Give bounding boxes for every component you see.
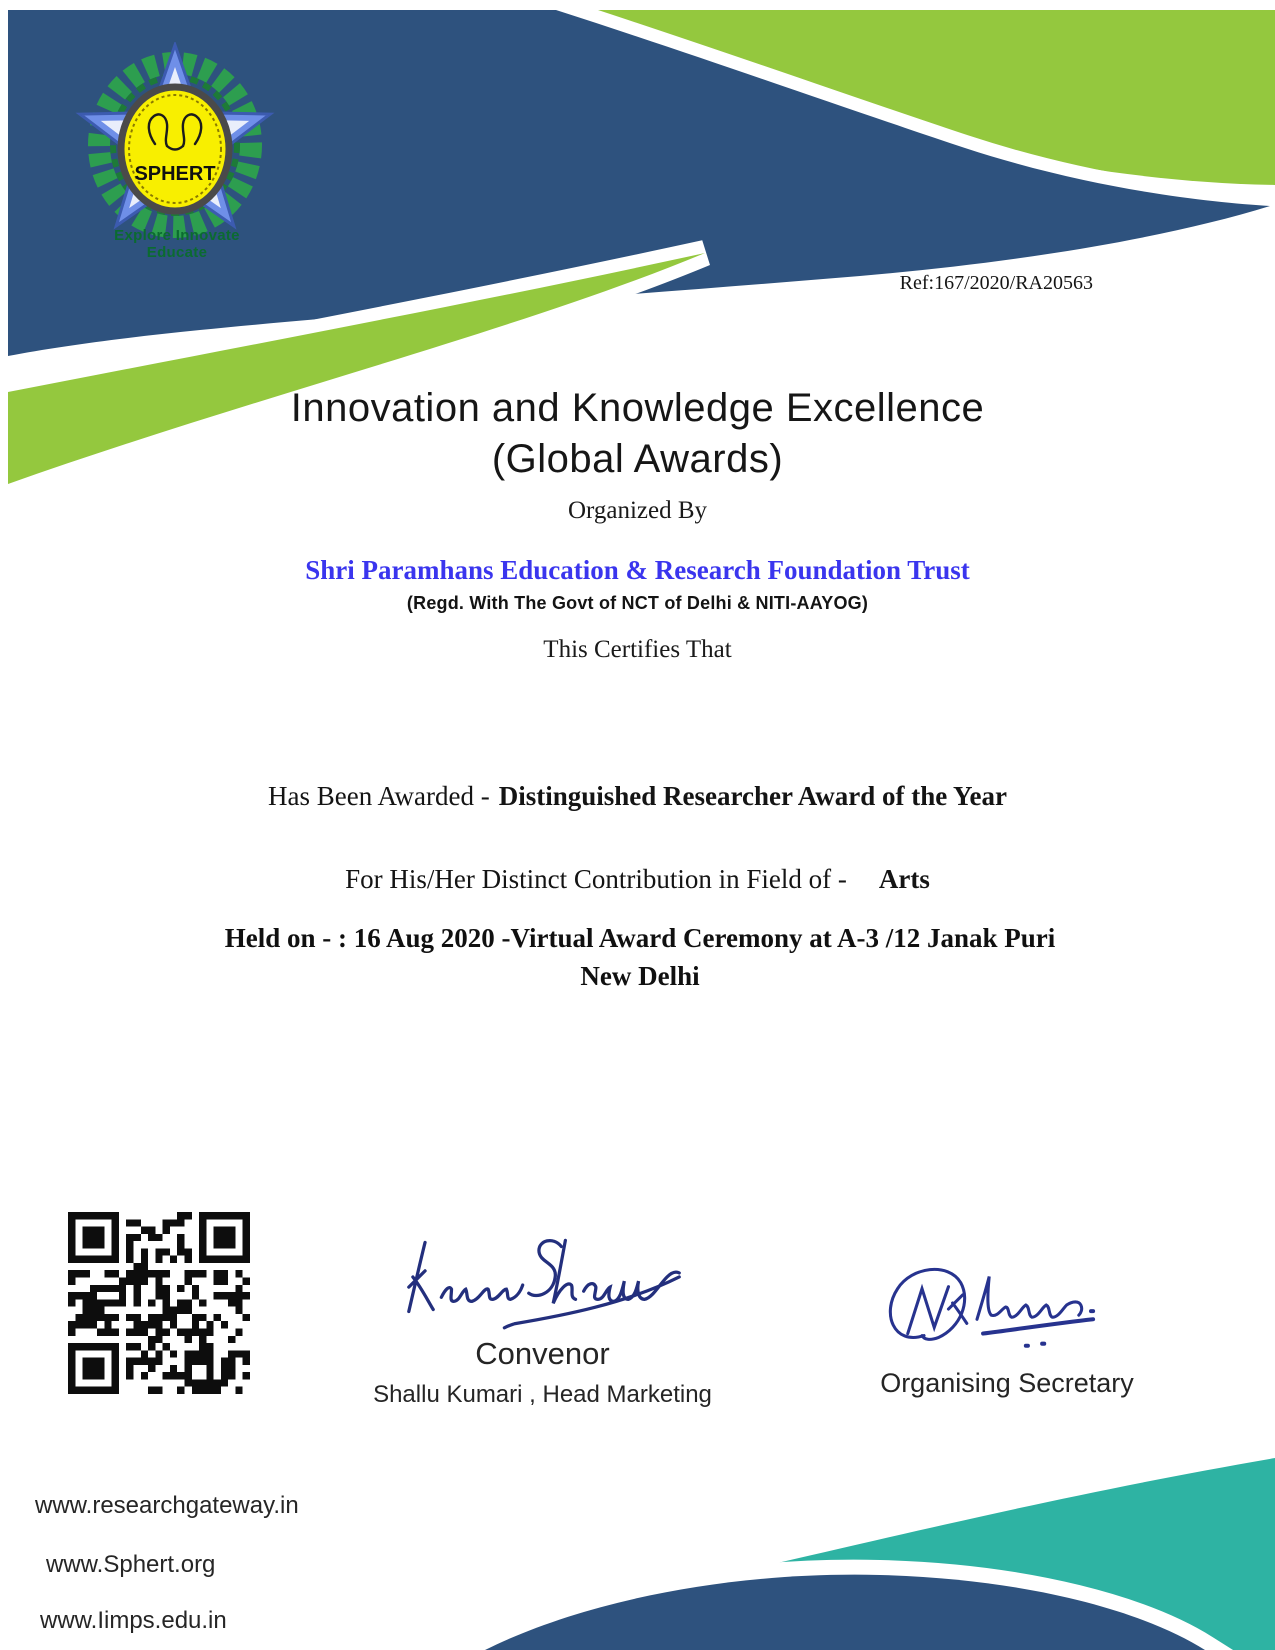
logo-tagline: Explore Innovate Educate [114, 227, 240, 261]
organized-by-label: Organized By [567, 497, 708, 524]
website-researchgateway: www.researchgateway.in [35, 1492, 299, 1519]
medal-icon [121, 87, 229, 211]
footer-decoration [0, 1440, 1275, 1650]
sphert-logo [70, 42, 280, 242]
field-value: Arts [878, 864, 930, 894]
website-iimps: www.Iimps.edu.in [40, 1607, 227, 1634]
convenor-name: Shallu Kumari , Head Marketing [373, 1381, 712, 1408]
secretary-title: Organising Secretary [880, 1368, 1134, 1398]
convenor-block [365, 1336, 720, 1409]
award-prefix: Has Been Awarded - [268, 781, 490, 811]
convenor-title: Convenor [475, 1336, 610, 1371]
award-title: Distinguished Researcher Award of the Year [498, 781, 1007, 811]
award-line [0, 781, 1275, 812]
ref-number: Ref:167/2020/RA20563 [899, 272, 1093, 294]
qr-code [68, 1212, 250, 1394]
title-line-1: Innovation and Knowledge Excellence [290, 386, 985, 430]
certifies-label: This Certifies That [543, 636, 732, 663]
title-line-2: (Global Awards) [491, 437, 784, 482]
organization-name: Shri Paramhans Education & Research Foundation Trust [305, 555, 970, 585]
field-line [0, 864, 1275, 895]
signature-convenor-image [388, 1218, 698, 1340]
website-sphert: www.Sphert.org [46, 1551, 216, 1578]
certificate-title [0, 383, 1275, 485]
field-prefix: For His/Her Distinct Contribution in Field of - [345, 864, 847, 894]
logo-acronym: SPHERT [134, 163, 216, 185]
signature-secretary-image [858, 1248, 1153, 1360]
held-on-line: Held on - : 16 Aug 2020 -Virtual Award Ceremony at A-3 /12 Janak Puri New Delhi [224, 923, 1056, 991]
registration-note: (Regd. With The Govt of NCT of Delhi & NITI-AAYOG) [406, 593, 869, 613]
